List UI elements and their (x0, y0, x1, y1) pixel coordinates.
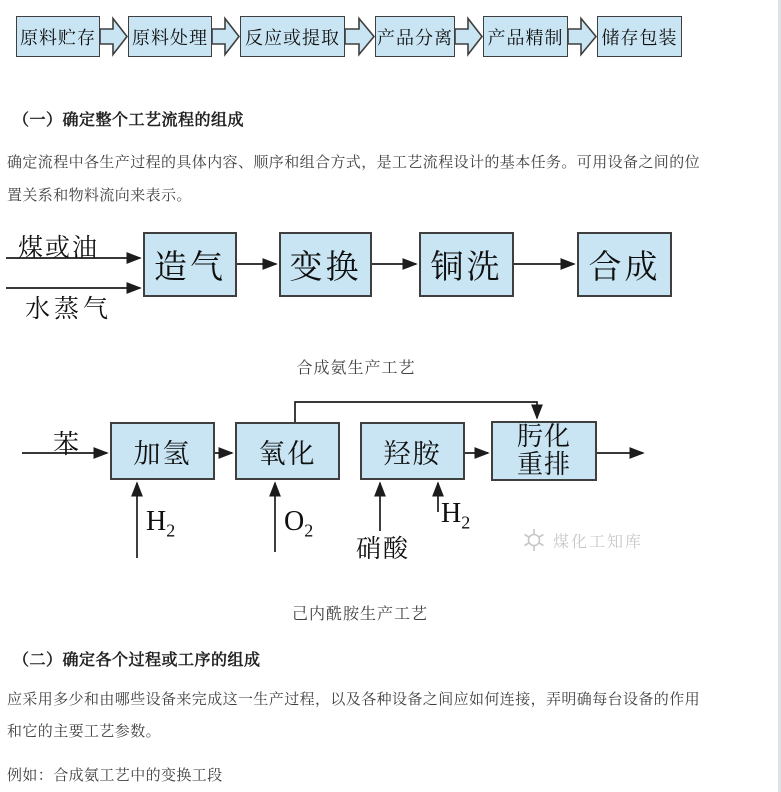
flow-arrow-icon (212, 16, 240, 57)
diagram2-box-oxidation: 氧化 (235, 422, 340, 480)
watermark-text: 煤化工知库 (553, 533, 644, 551)
watermark (521, 527, 643, 553)
diagram1-input-bottom-label: 水蒸气 (25, 296, 113, 323)
diagram1-box-gas-making: 造气 (143, 232, 237, 297)
diagram2-feed-o2-label (284, 506, 313, 542)
diagram2-box4-line1: 肟化 (516, 422, 571, 451)
diagram2-box-oximation-rearrangement (491, 421, 597, 481)
top-flow-step-5: 产品精制 (483, 16, 568, 57)
section-2-example-line: 例如：合成氨工艺中的变换工段 (7, 767, 223, 784)
diagram2-box4-line2: 重排 (516, 450, 571, 479)
section-1-paragraph-line-1: 确定流程中各生产过程的具体内容、顺序和组合方式，是工艺流程设计的基本任务。可用设备之间的位 (7, 154, 701, 171)
flow-arrow-icon (100, 16, 128, 57)
section-1-paragraph-line-2: 置关系和物料流向来表示。 (7, 187, 192, 204)
diagram1-input-top-label: 煤或油 (18, 235, 100, 262)
section-1-heading: （一）确定整个工艺流程的组成 (13, 112, 245, 129)
chem-subscript: 2 (166, 520, 176, 541)
section-2-paragraph-line-1: 应采用多少和由哪些设备来完成这一生产过程，以及各种设备之间应如何连接，弄明确每台设备的作用 (7, 691, 701, 708)
watermark-logo-icon (521, 527, 547, 553)
top-flow-step-1: 原料贮存 (16, 16, 100, 57)
flow-arrow-icon (455, 16, 483, 57)
top-flow-step-3: 反应或提取 (240, 16, 345, 57)
top-flow-step-6: 储存包装 (597, 16, 682, 57)
diagram1-box-shift: 变换 (279, 232, 372, 297)
diagram2-box-hydroxylamine: 羟胺 (360, 422, 465, 480)
flow-arrow-icon (568, 16, 597, 57)
diagram2-feed-h2-right-label (441, 498, 470, 534)
chem-symbol: H (441, 498, 462, 529)
top-flow-step-4: 产品分离 (375, 16, 455, 57)
chem-symbol: H (146, 506, 167, 537)
chem-symbol: O (284, 506, 305, 537)
section-2-paragraph-line-2: 和它的主要工艺参数。 (7, 723, 162, 740)
diagram2-feed-h2-left-label (146, 506, 175, 542)
diagram1-box-synthesis: 合成 (577, 232, 672, 297)
chem-subscript: 2 (304, 520, 314, 541)
diagram2-feed-nitric-acid-label: 硝酸 (356, 536, 411, 563)
diagram1-caption: 合成氨生产工艺 (296, 360, 416, 377)
flow-arrow-icon (345, 16, 375, 57)
diagram2-input-benzene-label: 苯 (53, 430, 80, 459)
chem-subscript: 2 (461, 512, 471, 533)
diagram2-caption: 己内酰胺生产工艺 (291, 606, 428, 623)
top-flow-step-2: 原料处理 (128, 16, 212, 57)
section-2-heading: （二）确定各个过程或工序的组成 (13, 652, 261, 669)
diagram2-box-hydrogenation: 加氢 (110, 422, 215, 480)
diagram1-box-copper-wash: 铜洗 (419, 232, 514, 297)
